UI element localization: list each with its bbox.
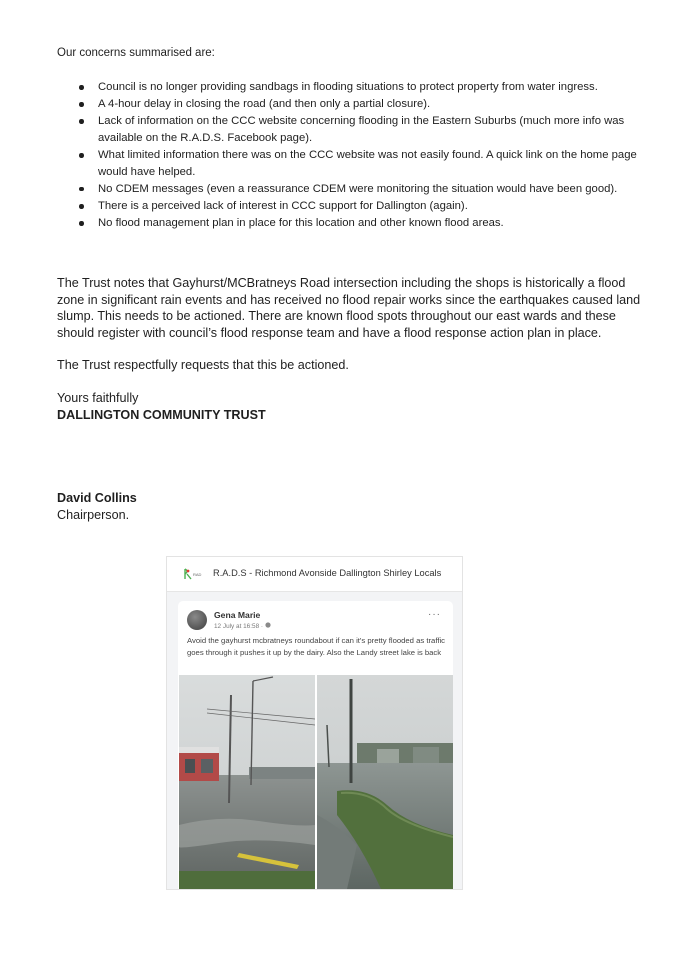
bullet-icon (79, 221, 84, 226)
post-meta (214, 622, 271, 630)
post-text: Avoid the gayhurst mcbratneys roundabout if can it's pretty flooded as traffic goes through it pushes it up by the dairy. Also the Landy street lake is back (187, 636, 446, 657)
request-paragraph: The Trust respectfully requests that this be actioned. (57, 358, 349, 372)
list-item: No CDEM messages (even a reassurance CDEM were monitoring the situation would have been good). (57, 181, 637, 198)
bullet-icon (79, 153, 84, 158)
svg-text:RAD: RAD (193, 572, 202, 577)
post-timestamp: 12 July at 16:58 · (214, 623, 265, 630)
list-item: Lack of information on the CCC website concerning flooding in the Eastern Suburbs (much more info was available on the R.A.D.S. Facebook page). (57, 113, 637, 147)
list-item: Council is no longer providing sandbags in flooding situations to protect property from water ingress. (57, 79, 637, 96)
signatory-name: David Collins (57, 491, 137, 505)
signatory-title: Chairperson. (57, 507, 130, 522)
bullet-icon (79, 85, 84, 90)
group-logo-icon (182, 567, 208, 581)
list-item: No flood management plan in place for this location and other known flood areas. (57, 215, 637, 232)
avatar (187, 610, 207, 630)
flood-photo-street (179, 675, 315, 889)
bullet-icon (79, 187, 84, 192)
more-options-icon[interactable]: ··· (428, 609, 441, 620)
organisation-name: DALLINGTON COMMUNITY TRUST (57, 407, 266, 422)
list-item: What limited information there was on the CCC website was not easily found. A quick link on the home page would have helped. (57, 147, 637, 181)
post-author: Gena Marie (214, 610, 261, 620)
list-item: There is a perceived lack of interest in CCC support for Dallington (again). (57, 198, 637, 215)
facebook-post-screenshot (166, 556, 463, 890)
post-card (178, 601, 453, 890)
list-item: A 4-hour delay in closing the road (and then only a partial closure). (57, 96, 637, 113)
concerns-intro: Our concerns summarised are: (57, 47, 215, 59)
concerns-list (57, 79, 637, 232)
closing-salutation: Yours faithfully (57, 391, 139, 405)
flood-zone-paragraph: The Trust notes that Gayhurst/MCBratneys Road intersection including the shops is historically a flood zone in significant rain events and has received no flood repair works since the earthquakes caused land slump. This needs to be actioned. There are known flood spots throughout our east wards and these should register with council’s flood response team and have a flood response action plan in place. (57, 276, 641, 340)
bullet-icon (79, 102, 84, 107)
closing-block (57, 390, 266, 423)
group-name: R.A.D.S - Richmond Avonside Dallington Shirley Locals (213, 568, 442, 578)
bullet-icon (79, 119, 84, 124)
group-header (167, 557, 462, 592)
globe-icon (265, 622, 271, 628)
flood-photo-road (317, 675, 453, 889)
bullet-icon (79, 204, 84, 209)
signature-block (57, 490, 137, 523)
